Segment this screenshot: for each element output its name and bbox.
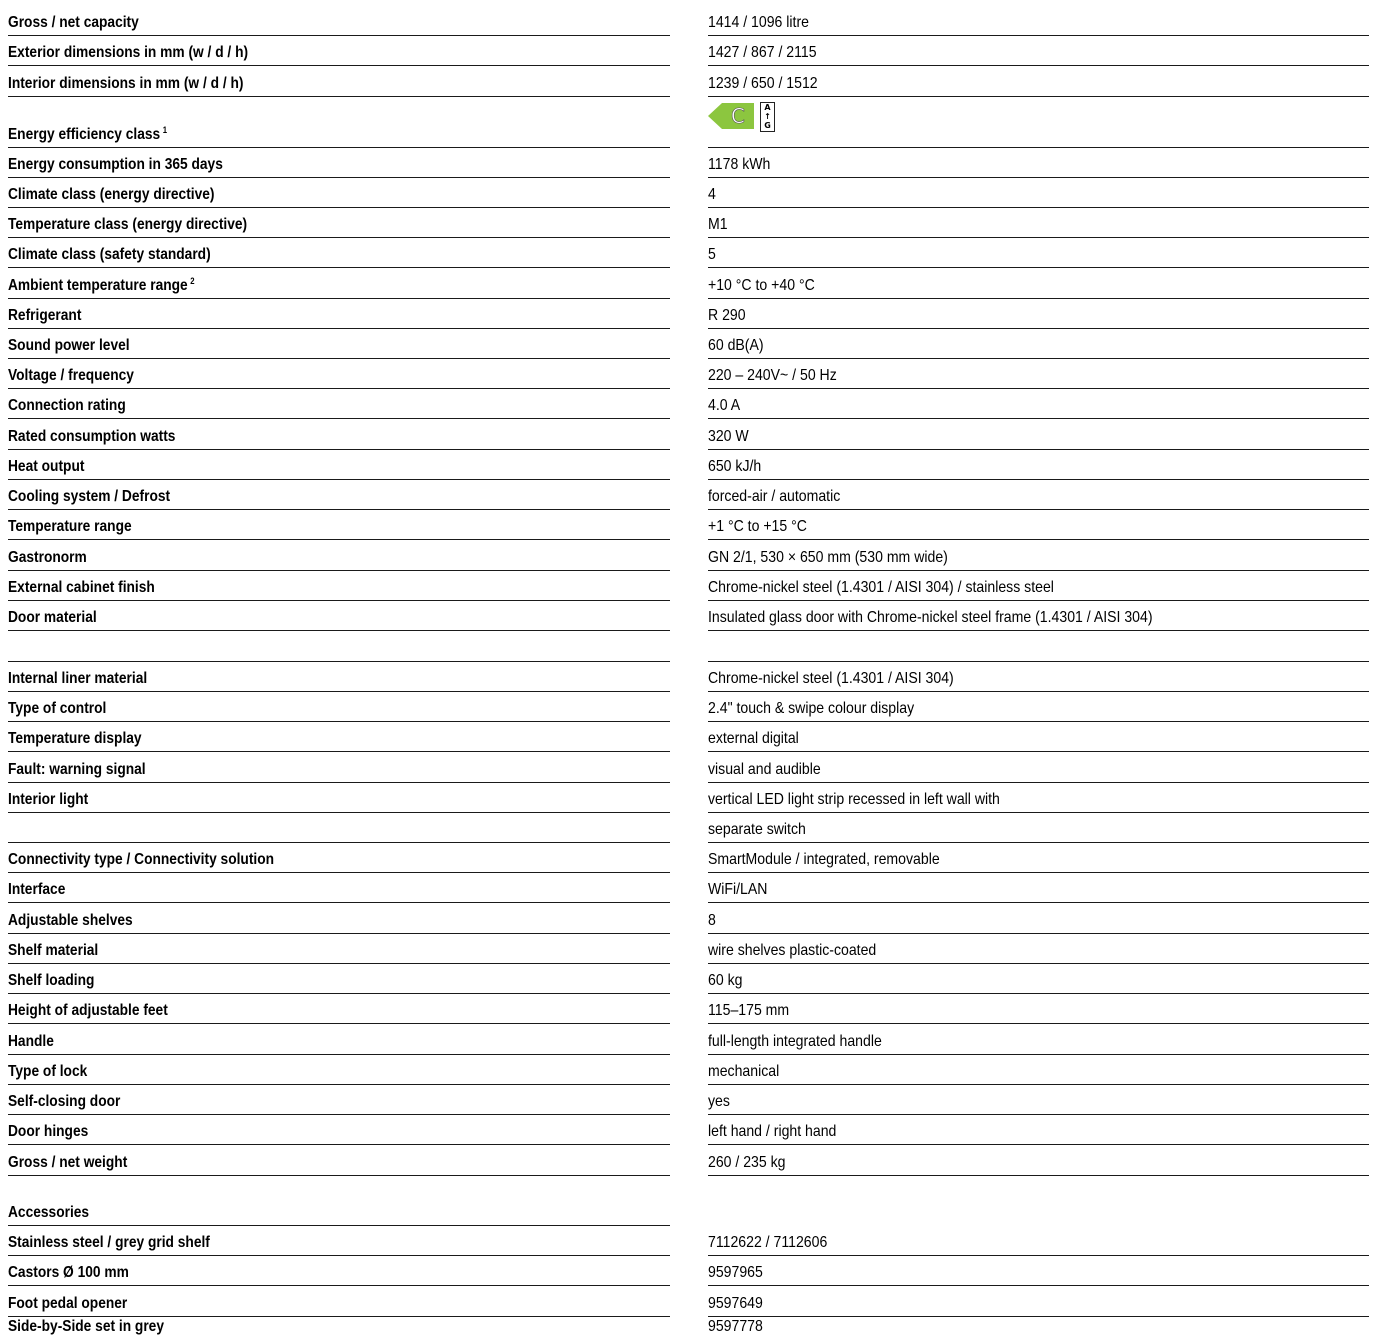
- spec-value: 7112622 / 7112606: [708, 1234, 828, 1251]
- spec-row: [0, 359, 1375, 389]
- spec-row: [0, 1024, 1375, 1055]
- spec-value: forced-air / automatic: [708, 488, 841, 505]
- spec-label: Side-by-Side set in grey: [8, 1318, 164, 1335]
- spec-value: Insulated glass door with Chrome-nickel steel frame (1.4301 / AISI 304): [708, 609, 1153, 626]
- spec-value: external digital: [708, 730, 799, 747]
- spec-row: [0, 1145, 1375, 1176]
- spec-label: Accessories: [8, 1204, 90, 1221]
- spec-row: [0, 752, 1375, 783]
- spec-row: [0, 1085, 1375, 1115]
- spec-label: Climate class (safety standard): [8, 246, 211, 263]
- spec-label: Type of control: [8, 700, 107, 717]
- spec-row: [0, 631, 1375, 662]
- spec-row: [0, 208, 1375, 238]
- spec-label: Interface: [8, 881, 66, 898]
- spec-value: wire shelves plastic-coated: [708, 942, 877, 959]
- spec-value: 5: [708, 246, 716, 263]
- footnote-marker: 1: [162, 125, 168, 135]
- spec-row: [0, 480, 1375, 510]
- spec-label: Rated consumption watts: [8, 428, 176, 445]
- spec-row: [0, 571, 1375, 601]
- spec-label: Interior dimensions in mm (w / d / h): [8, 75, 244, 92]
- energy-class-letter: C: [731, 104, 745, 128]
- spec-label: Internal liner material: [8, 670, 148, 687]
- spec-row: [0, 389, 1375, 419]
- spec-label: Sound power level: [8, 337, 130, 354]
- spec-label: Adjustable shelves: [8, 912, 133, 929]
- spec-label: Climate class (energy directive): [8, 186, 215, 203]
- spec-value: yes: [708, 1093, 730, 1110]
- spec-value: 220 – 240V~ / 50 Hz: [708, 367, 837, 384]
- spec-label: Voltage / frequency: [8, 367, 134, 384]
- spec-label: Cooling system / Defrost: [8, 488, 171, 505]
- spec-row: [0, 722, 1375, 752]
- spec-value: SmartModule / integrated, removable: [708, 851, 940, 868]
- footnote-marker: 2: [190, 276, 195, 286]
- energy-scale-top: A: [764, 103, 771, 112]
- spec-value: 9597965: [708, 1264, 763, 1281]
- spec-row: [0, 148, 1375, 178]
- spec-value: 4: [708, 186, 716, 203]
- spec-value: 1414 / 1096 litre: [708, 14, 809, 31]
- spec-label: Energy consumption in 365 days: [8, 156, 223, 173]
- spec-row: [0, 419, 1375, 450]
- spec-label: Height of adjustable feet: [8, 1002, 168, 1019]
- spec-value: 320 W: [708, 428, 749, 445]
- spec-value: left hand / right hand: [708, 1123, 837, 1140]
- spec-label: Shelf material: [8, 942, 99, 959]
- spec-row: [0, 97, 1375, 148]
- spec-value: 9597649: [708, 1295, 763, 1312]
- spec-label: Energy efficiency class $^1$: [8, 125, 168, 143]
- spec-value: Chrome-nickel steel (1.4301 / AISI 304): [708, 670, 954, 687]
- spec-row: [0, 1226, 1375, 1256]
- spec-label: Temperature class (energy directive): [8, 216, 248, 233]
- spec-row: [0, 873, 1375, 903]
- spec-row: [0, 1196, 1375, 1226]
- spec-label: Interior light: [8, 791, 89, 808]
- spec-value: 4.0 A: [708, 397, 741, 414]
- spec-value: +10 °C to +40 °C: [708, 277, 815, 294]
- spec-row: [0, 1115, 1375, 1145]
- spec-row: [0, 1176, 1375, 1196]
- spec-row: [0, 662, 1375, 692]
- spec-row: [0, 964, 1375, 994]
- spec-row: [0, 783, 1375, 813]
- spec-label: Foot pedal opener: [8, 1295, 128, 1312]
- spec-label: Exterior dimensions in mm (w / d / h): [8, 44, 249, 61]
- spec-label: Castors Ø 100 mm: [8, 1264, 129, 1281]
- spec-label: Temperature display: [8, 730, 142, 747]
- spec-row: [0, 843, 1375, 873]
- spec-value: +1 °C to +15 °C: [708, 518, 807, 535]
- spec-row: [0, 238, 1375, 268]
- spec-row: [0, 329, 1375, 359]
- spec-label: Self-closing door: [8, 1093, 121, 1110]
- spec-row: [0, 934, 1375, 964]
- energy-arrow-icon: [708, 102, 754, 130]
- spec-row: [0, 36, 1375, 66]
- spec-row: [0, 510, 1375, 540]
- spec-row: [0, 450, 1375, 480]
- spec-value: separate switch: [708, 821, 806, 838]
- spec-label: Refrigerant: [8, 307, 82, 324]
- spec-row: [0, 903, 1375, 934]
- spec-label: Connectivity type / Connectivity solution: [8, 851, 275, 868]
- spec-row: [0, 601, 1375, 631]
- spec-value: 1178 kWh: [708, 156, 771, 173]
- spec-row: [0, 1256, 1375, 1286]
- spec-row: [0, 1055, 1375, 1085]
- spec-row: [0, 1317, 1375, 1340]
- spec-label: Gross / net weight: [8, 1154, 128, 1171]
- spec-value: WiFi/LAN: [708, 881, 768, 898]
- spec-row: [0, 299, 1375, 329]
- spec-value: 8: [708, 912, 716, 929]
- spec-value: 260 / 235 kg: [708, 1154, 786, 1171]
- spec-label: Shelf loading: [8, 972, 95, 989]
- spec-value: 60 dB(A): [708, 337, 764, 354]
- spec-row: [0, 268, 1375, 299]
- spec-row: [0, 178, 1375, 208]
- spec-label: Handle: [8, 1033, 54, 1050]
- spec-row: [0, 813, 1375, 843]
- spec-label: Gross / net capacity: [8, 14, 139, 31]
- spec-value: 1239 / 650 / 1512: [708, 75, 818, 92]
- spec-value: Chrome-nickel steel (1.4301 / AISI 304) / stainless steel: [708, 579, 1054, 596]
- spec-label: Type of lock: [8, 1063, 88, 1080]
- energy-scale-icon: [760, 102, 775, 132]
- spec-value: 60 kg: [708, 972, 743, 989]
- spec-label: Ambient temperature range $^2$: [8, 276, 195, 294]
- spec-value: 115–175 mm: [708, 1002, 790, 1019]
- spec-value: 9597778: [708, 1318, 763, 1335]
- spec-value: 650 kJ/h: [708, 458, 762, 475]
- spec-row: [0, 994, 1375, 1024]
- spec-label: Door material: [8, 609, 97, 626]
- spec-value: GN 2/1, 530 × 650 mm (530 mm wide): [708, 549, 948, 566]
- spec-value: 2.4" touch & swipe colour display: [708, 700, 915, 717]
- energy-scale-arrow: ↑: [764, 112, 771, 121]
- spec-label: Temperature range: [8, 518, 132, 535]
- spec-value: vertical LED light strip recessed in left wall with: [708, 791, 1000, 808]
- spec-label: Stainless steel / grey grid shelf: [8, 1234, 210, 1251]
- spec-label: External cabinet finish: [8, 579, 155, 596]
- spec-row: [0, 66, 1375, 97]
- spec-row: [0, 540, 1375, 571]
- spec-label: Heat output: [8, 458, 85, 475]
- spec-value: 1427 / 867 / 2115: [708, 44, 817, 61]
- energy-scale-bottom: G: [764, 121, 771, 130]
- spec-label: Door hinges: [8, 1123, 89, 1140]
- spec-row: [0, 692, 1375, 722]
- spec-value: full-length integrated handle: [708, 1033, 882, 1050]
- spec-row: [0, 1286, 1375, 1317]
- energy-class-badge: [708, 102, 775, 132]
- spec-value: mechanical: [708, 1063, 780, 1080]
- spec-label: Fault: warning signal: [8, 761, 146, 778]
- spec-label: Gastronorm: [8, 549, 87, 566]
- spec-value: visual and audible: [708, 761, 821, 778]
- spec-label: Connection rating: [8, 397, 126, 414]
- spec-value: M1: [708, 216, 728, 233]
- spec-value: R 290: [708, 307, 746, 324]
- spec-row: [0, 0, 1375, 36]
